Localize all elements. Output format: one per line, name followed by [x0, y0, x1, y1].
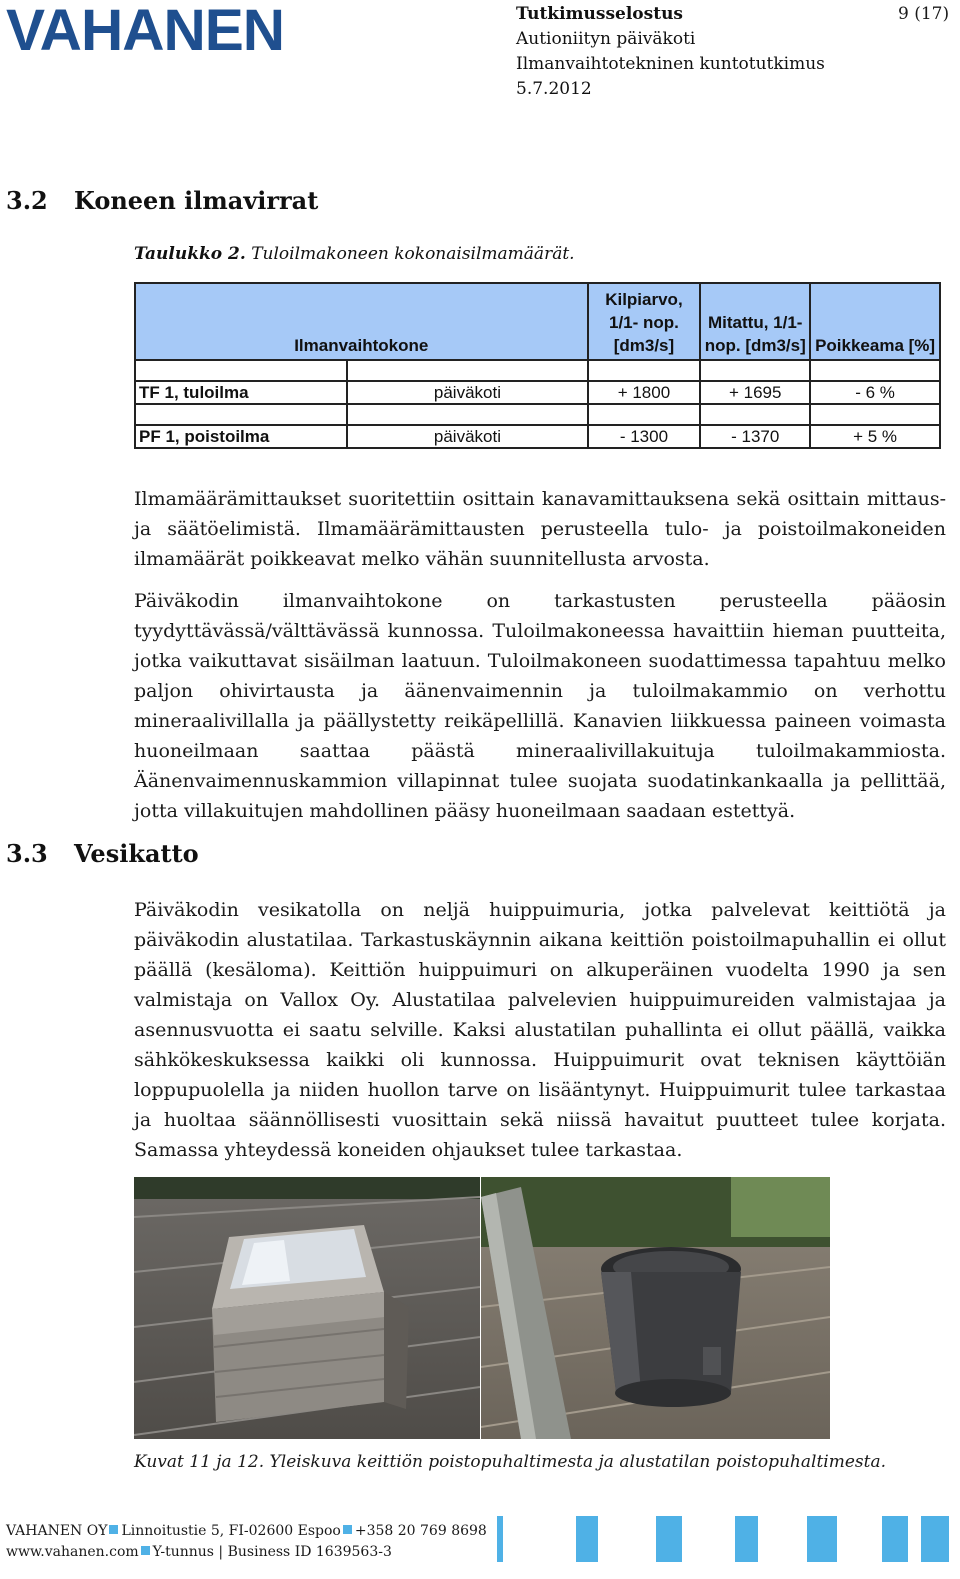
document-header [516, 2, 825, 102]
footer-business-id: Y-tunnus | Business ID 1639563-3 [152, 1544, 392, 1560]
cell-nominal: - 1300 [588, 425, 701, 448]
table-caption-label: Taulukko 2. [134, 244, 246, 264]
doc-study: Ilmanvaihtotekninen kuntotutkimus [516, 54, 825, 74]
section-number: 3.3 [6, 839, 48, 868]
cell-unit-name: TF 1, tuloilma [135, 381, 347, 404]
cell-measured: - 1370 [700, 425, 810, 448]
cell-unit-name: PF 1, poistoilma [135, 425, 347, 448]
table-caption-text: Tuloilmakoneen kokonaisilmamäärät. [251, 244, 575, 264]
photo-crawlspace-exhaust-fan [481, 1177, 830, 1439]
section-heading-3-3 [6, 839, 199, 868]
footer-decorative-bars [497, 1516, 949, 1562]
footer-line-1 [6, 1521, 487, 1542]
table-caption [134, 244, 575, 264]
section-title: Koneen ilmavirrat [74, 186, 319, 215]
cell-nominal: + 1800 [588, 381, 701, 404]
footer-website[interactable]: www.vahanen.com [6, 1544, 139, 1560]
bullet-square-icon [141, 1546, 150, 1555]
table-spacer-row [135, 360, 940, 381]
doc-date: 5.7.2012 [516, 79, 592, 99]
section-number: 3.2 [6, 186, 48, 215]
cell-location: päiväkoti [347, 381, 587, 404]
header-cell-measured: Mitattu, 1/1- nop. [dm3/s] [700, 283, 810, 360]
footer-company: VAHANEN OY [6, 1523, 108, 1539]
paragraph-airflow-measurement: Ilmamäärämittaukset suoritettiin osittain kanavamittauksena sekä osittain mittaus- ja säätöelimistä. Ilmamäärämittausten perusteella tulo- ja poistoilmakoneiden ilmamäärät poikkeavat melko vähän suunnitellusta arvosta. [134, 488, 946, 570]
section-heading-3-2 [6, 186, 318, 215]
header-cell-deviation: Poikkeama [%] [810, 283, 940, 360]
airflow-table [134, 282, 941, 449]
svg-text:VAHANEN: VAHANEN [6, 2, 284, 60]
header-cell-nominal: Kilpiarvo, 1/1- nop. [dm3/s] [588, 283, 701, 360]
header-cell-unit: Ilmanvaihtokone [135, 283, 588, 360]
vahanen-logo [6, 2, 286, 60]
cell-measured: + 1695 [700, 381, 810, 404]
table-row [135, 381, 940, 404]
doc-subject: Autioniityn päiväkoti [516, 29, 696, 49]
bullet-square-icon [343, 1525, 352, 1534]
cell-deviation: - 6 % [810, 381, 940, 404]
section-title: Vesikatto [74, 839, 199, 868]
page-number: 9 (17) [898, 4, 950, 24]
paragraph-unit-condition: Päiväkodin ilmanvaihtokone on tarkastusten perusteella pääosin tyydyttävässä/välttävässä kunnossa. Tuloilmakoneessa havaittiin hieman puutteita, jotka vaikuttavat sisäilman laatuun. Tuloilmakoneen suodattimessa tapahtuu melko paljon ohivirtausta ja äänenvaimennin ja tuloilmakammio on verhottu mineraalivillalla ja päällystetty reikäpellillä. Kanavien liikkuessa paineen voimasta huoneilmaan saattaa päästä mineraalivillakuituja tuloilmakammiosta. Äänenvaimennuskammion villapinnat tulee suojata suodatinkankaalla ja pellittää, jotta villakuitujen mahdollinen pääsy huoneilmaan saadaan estettyä. [134, 590, 946, 822]
bullet-square-icon [109, 1525, 118, 1534]
table-header-row [135, 283, 940, 360]
photo-kitchen-exhaust-fan [134, 1177, 480, 1439]
footer-line-2 [6, 1542, 487, 1563]
table-row [135, 425, 940, 448]
footer-phone: +358 20 769 8698 [354, 1523, 487, 1539]
figure-caption: Kuvat 11 ja 12. Yleiskuva keittiön poistopuhaltimesta ja alustatilan poistopuhaltimesta. [134, 1452, 886, 1472]
table-spacer-row [135, 404, 940, 425]
cell-location: päiväkoti [347, 425, 587, 448]
cell-deviation: + 5 % [810, 425, 940, 448]
page-footer [6, 1521, 487, 1563]
paragraph-roof: Päiväkodin vesikatolla on neljä huippuimuria, jotka palvelevat keittiötä ja päiväkodin alustatilaa. Tarkastuskäynnin aikana keittiön poistoilmapuhallin ei ollut päällä (kesäloma). Keittiön huippuimuri on alkuperäinen vuodelta 1990 ja sen valmistaja on Vallox Oy. Alustatilaa palvelevien huippuimureiden valmistajaa ja asennusvuotta ei saatu selville. Kaksi alustatilan puhallinta ei ollut päällä, vaikka sähkökeskuksessa kaikki oli kunnossa. Huippuimurit ovat teknisen käyttöiän loppupuolella ja niiden huollon tarve on lisääntynyt. Huippuimurit tulee tarkastaa ja huoltaa säännöllisesti vuosittain sekä niissä havaitut puutteet tulee korjata. Samassa yhteydessä koneiden ohjaukset tulee tarkastaa. [134, 899, 946, 1161]
footer-address: Linnoitustie 5, FI-02600 Espoo [121, 1523, 341, 1539]
doc-type: Tutkimusselostus [516, 4, 683, 24]
